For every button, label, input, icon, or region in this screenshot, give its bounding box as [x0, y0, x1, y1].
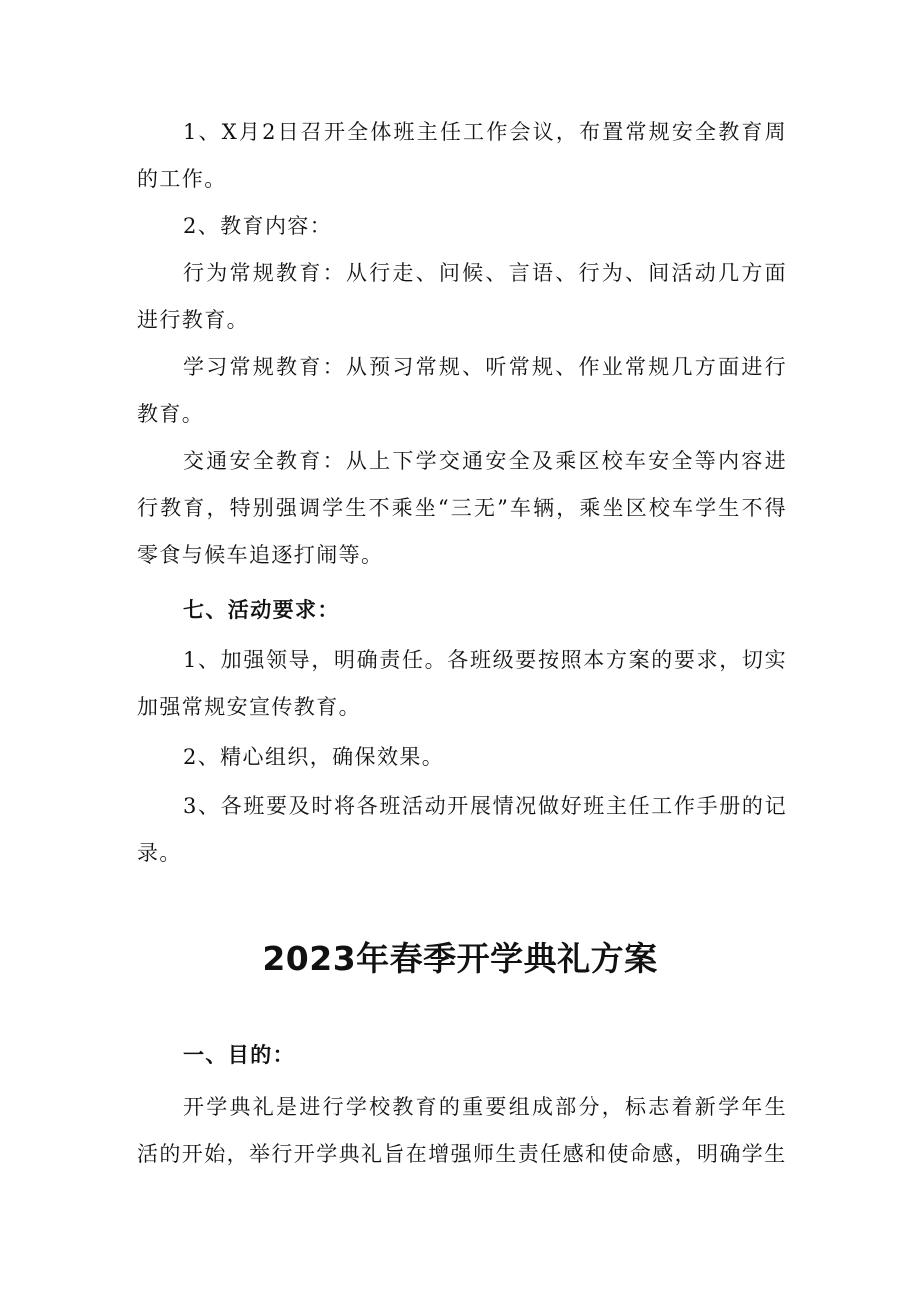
paragraph-requirement-2: 2、精心组织，确保效果。 [183, 745, 445, 769]
paragraph-education-content: 2、教育内容： [183, 214, 333, 238]
paragraph-traffic-education: 交通安全教育：从上下学交通安全及乘区校车安全等内容进行教育，特别强调学生不乘坐“三无”车辆，乘坐区校车学生不得零食与候车追逐打闹等。 [137, 449, 787, 567]
document-title: 2023年春季开学典礼方案 [262, 939, 658, 978]
paragraph-study-education: 学习常规教育：从预习常规、听常规、作业常规几方面进行教育。 [137, 355, 787, 426]
paragraph-requirement-3: 3、各班要及时将各班活动开展情况做好班主任工作手册的记录。 [137, 794, 787, 865]
paragraph-purpose: 开学典礼是进行学校教育的重要组成部分，标志着新学年生活的开始，举行开学典礼旨在增强师生责任感和使命感，明确学生 [137, 1095, 787, 1166]
section-heading-purpose: 一、目的： [183, 1043, 295, 1067]
paragraph-behavior-education: 行为常规教育：从行走、问候、言语、行为、间活动几方面进行教育。 [137, 261, 787, 332]
paragraph-meeting: 1、X月2日召开全体班主任工作会议，布置常规安全教育周的工作。 [137, 120, 787, 191]
paragraph-requirement-1: 1、加强领导，明确责任。各班级要按照本方案的要求，切实加强常规安宣传教育。 [137, 648, 787, 719]
section-heading-requirements: 七、活动要求： [183, 598, 340, 622]
